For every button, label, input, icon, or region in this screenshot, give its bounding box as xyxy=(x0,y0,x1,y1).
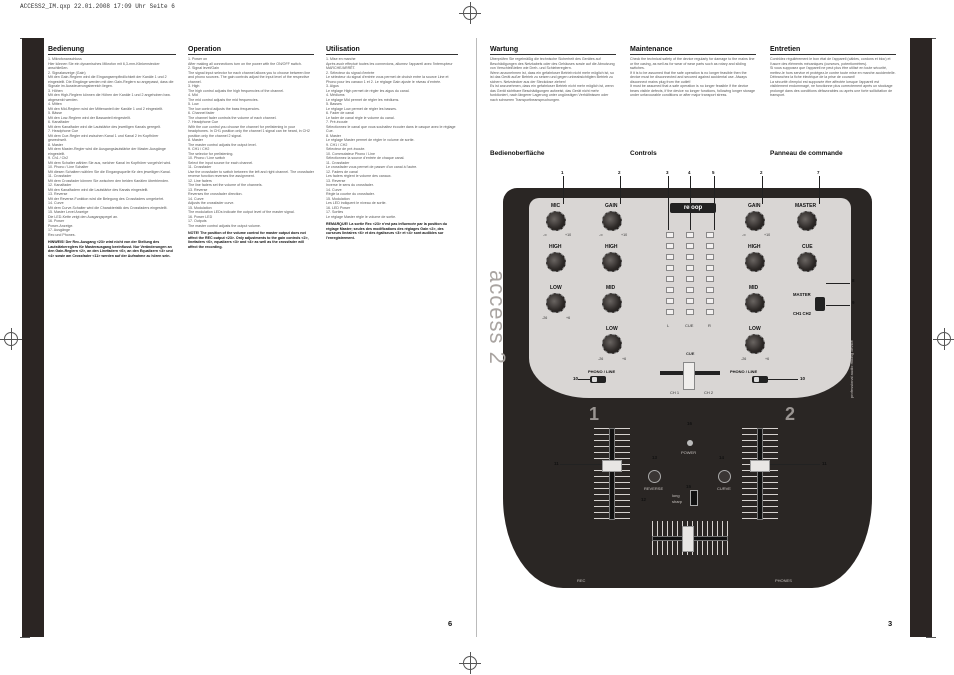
meter-segment xyxy=(686,243,694,249)
page-fold xyxy=(476,38,477,637)
scale-neg: -26 xyxy=(598,357,604,361)
phones-label: PHONES xyxy=(775,578,792,583)
scale-max: +10 xyxy=(621,233,628,237)
curve-switch[interactable] xyxy=(690,490,698,506)
high-knob-label: HIGH xyxy=(549,244,562,250)
meter-segment xyxy=(686,298,694,304)
cline xyxy=(620,176,621,204)
file-slug: ACCESS2_IM.qxp 22.01.2008 17:09 Uhr Seite 6 xyxy=(20,3,175,10)
phono-line-label-ch1: PHONO / LINE xyxy=(588,369,616,374)
callout-14: 14 xyxy=(719,455,725,460)
meter-segment xyxy=(686,265,694,271)
gain-knob-label: GAIN xyxy=(605,203,618,209)
device-description: professional audio mixing device xyxy=(849,340,854,398)
master-knob[interactable] xyxy=(797,211,817,231)
hline xyxy=(770,464,820,465)
cline xyxy=(668,176,669,230)
registration-mark xyxy=(463,656,477,670)
scale-min: -∞ xyxy=(543,233,547,237)
meter-segment xyxy=(706,254,714,260)
high-knob-ch1-left[interactable] xyxy=(546,252,566,272)
crop-mark xyxy=(20,637,30,638)
crop-mark xyxy=(926,637,936,638)
callout-10: 10 xyxy=(573,376,579,381)
gain-knob-ch1[interactable] xyxy=(602,211,622,231)
phono-line-switch-ch2[interactable] xyxy=(752,376,768,383)
column-title: Operation xyxy=(188,46,314,55)
column-title: Maintenance xyxy=(630,46,756,55)
level-meter-center xyxy=(684,232,696,320)
meter-segment xyxy=(666,232,674,238)
column-utilisation xyxy=(326,46,458,240)
master-knob-label: MASTER xyxy=(795,203,817,209)
level-meter-left xyxy=(664,232,676,320)
meter-segment xyxy=(706,287,714,293)
callout-12: 12 xyxy=(641,497,647,502)
high-knob-label-ch2: HIGH xyxy=(748,244,761,250)
meter-segment xyxy=(706,232,714,238)
line-fader-cap-ch1[interactable] xyxy=(602,460,622,472)
callout-9: 9 xyxy=(852,300,855,305)
scale-max: +10 xyxy=(565,233,572,237)
column-note: NOTE! The position of the volume control for master output does not affect the REC output <23>. Only adjustments to the gain controls <2>, linefaders <6>, equalizers <3> and <4> as well as the crossfader will affect the recording. xyxy=(188,231,310,249)
scale-max: +10 xyxy=(764,233,771,237)
curve-label: CURVE xyxy=(717,486,731,491)
column-operation xyxy=(188,46,314,249)
ch2-label: CH 2 xyxy=(704,390,714,395)
low-knob-label-ch2: LOW xyxy=(749,326,761,332)
ch-switch-label: CH1 CH2 xyxy=(793,311,811,316)
callout-10b: 10 xyxy=(800,376,806,381)
meter-segment xyxy=(706,309,714,315)
meter-segment xyxy=(666,309,674,315)
meter-segment xyxy=(686,276,694,282)
column-title: Bedienung xyxy=(48,46,176,55)
subheading-panneau: Panneau de commande xyxy=(770,150,843,157)
column-body: 1. Power on After making all connections turn on the power with the ON/OFF switch. 2. Signal level/Gain The signal input selector for each channel allows you to choose between line and phono sources. The gain controls adjust the input level of the respective channel. 3. High The high control adjusts the high frequencies of the channel. 4. Mid The mid control adjusts the mid frequencies. 5. Low The low control adjusts the bass frequencies. 6. Channel fader The channel fader controls the volume of each channel. 7. Headphone Cue With the cue control you choose the channel for prelistening in your headphones. In CH1 position only the channel 1 signal can be heard, in CH2 position only the channel 2 signal. 8. Master The master control adjusts the output level. 9. CH1 / CH2 The selector for prelistening. 10. Phono / Line switch Select the input source for each channel. 11. Crossfader Use the crossfader to switch between the left and right channel. The crossfader reverse function reverses the assignment. 12. Line faders The line faders set the volume of the channels. 13. Reverse Reverses the crossfader direction. 14. Curve Adjusts the crossfader curve. 15. Modulation The modulation LEDs indicate the output level of the master signal. 16. Power LED 17. Outputs The master control adjusts the output volume. xyxy=(188,57,314,228)
high-knob-label-2: HIGH xyxy=(605,244,618,250)
curve-button[interactable] xyxy=(718,470,731,483)
callout-7: 7 xyxy=(817,170,820,175)
callout-4: 4 xyxy=(688,170,691,175)
reverse-label: REVERSE xyxy=(644,486,664,491)
crossfader-cap[interactable] xyxy=(682,526,694,552)
scale-pos: +6 xyxy=(566,316,571,320)
channel-number-2: 2 xyxy=(785,404,796,424)
low-knob-ch1[interactable] xyxy=(602,334,622,354)
subheading-bedienoberflaeche: Bedienoberfläche xyxy=(490,150,545,157)
meter-segment xyxy=(686,232,694,238)
low-knob-ch1-left[interactable] xyxy=(546,293,566,313)
meter-label-cue: CUE xyxy=(685,323,694,328)
callout-11b: 11 xyxy=(822,461,827,466)
mid-knob-ch2[interactable] xyxy=(745,293,765,313)
callout-8: 8 xyxy=(852,278,855,283)
cline xyxy=(714,176,715,230)
meter-segment xyxy=(686,287,694,293)
mid-knob-label: MID xyxy=(606,285,616,291)
registration-mark xyxy=(4,332,18,346)
page-number-right: 3 xyxy=(888,619,893,628)
meter-segment xyxy=(706,276,714,282)
hline xyxy=(768,379,798,380)
scale-min: -∞ xyxy=(599,233,603,237)
registration-mark xyxy=(463,6,477,20)
power-label: POWER xyxy=(681,450,697,455)
scale-pos: +6 xyxy=(622,357,627,361)
hline xyxy=(560,464,602,465)
mic-knob[interactable] xyxy=(546,211,566,231)
meter-segment xyxy=(706,265,714,271)
meter-segment xyxy=(666,298,674,304)
column-title: Entretien xyxy=(770,46,896,55)
meter-segment xyxy=(666,265,674,271)
cue-knob-label: CUE xyxy=(802,244,813,250)
cue-fader-label: CUE xyxy=(686,351,695,356)
level-meter-right xyxy=(704,232,716,320)
brand-logo: reloop xyxy=(670,203,716,213)
high-knob-ch1[interactable] xyxy=(602,252,622,272)
high-knob-ch2[interactable] xyxy=(745,252,765,272)
phono-line-label-ch2: PHONO / LINE xyxy=(730,369,758,374)
line-fader-track-ch1 xyxy=(609,428,615,520)
mid-knob-label-ch2: MID xyxy=(749,285,759,291)
scale-min: -∞ xyxy=(742,233,746,237)
meter-segment xyxy=(686,254,694,260)
reverse-button[interactable] xyxy=(648,470,661,483)
cline xyxy=(563,176,564,204)
column-body: Überprüfen Sie regelmäßig die technische Sicherheit des Gerätes auf Beschädigungen des Netzkabels oder des Gehäuses sowie auf die Abnutzung von Verschleißteilen wie Dreh- und Schiebereglern. Wenn anzunehmen ist, dass ein gefahrloser Betrieb nicht mehr möglich ist, so ist das Gerät außer Betrieb zu setzen und gegen unbeabsichtigten Betrieb zu sichern. Netzstecker aus der Steckdose ziehen! Es ist anzunehmen, dass ein gefahrloser Betrieb nicht mehr möglich ist, wenn das Gerät sichtbare Beschädigungen aufweist, das Gerät nicht mehr funktioniert, nach längerer Lagerung unter ungünstigen Verhältnissen oder nach schweren Transportbeanspruchungen. xyxy=(490,57,615,102)
column-note: HINWEIS! Der Rec-Ausgang <23> wird nicht von der Stellung des Lautstärkereglers für Masterausgang beeinflusst. Nur Veränderungen an den Gain-Reglern <2>, an den Linefadern <6>, an den Equalizern <3> und <4> sowie am Crossfader <11> werden auf der Aufnahme zu hören sein. xyxy=(48,240,174,258)
column-body: Contrôlez régulièrement le bon état de l'appareil (câbles, cordons et bloc) et l'usure des éléments mécaniques (curseurs, potentiomètres). Si vous supposez que l'appareil ne peut plus être utilisé en toute sécurité, mettez-le hors service et protégez-le contre toute mise en marche accidentelle. Débranchez la fiche électrique de la prise de courant! La sécurité d'emploi est supposée être affectée lorsque l'appareil est visiblement endommagé, ne fonctionne plus correctement après un stockage prolongé dans des conditions défavorables ou après une forte sollicitation de transport. xyxy=(770,57,896,97)
meter-segment xyxy=(666,254,674,260)
hline xyxy=(826,305,850,306)
right-sidebar xyxy=(910,38,932,637)
cue-knob[interactable] xyxy=(797,252,817,272)
column-entretien xyxy=(770,46,896,98)
cue-fader-cap[interactable] xyxy=(683,362,695,390)
column-body: 1. Mise en marche Après avoir effectué toutes les connexions, allumez l'appareil avec l'interrupteur MARCHE/ARRÊT. 2. Sélecteur du signal d'entrée Le sélecteur du signal d'entrée vous permet de choisir entre la source Line et Phono pour les canaux 1 et 2. Le réglage Gain ajuste le niveau d'entrée. 3. Aigus Le réglage High permet de régler les aigus du canal. 4. Médiums Le réglage Mid permet de régler les médiums. 5. Basses Le réglage Low permet de régler les basses. 6. Fader de canal Le fader de canal règle le volume du canal. 7. Pré-écoute Sélectionnez le canal que vous souhaitez écouter dans le casque avec le réglage Cue. 8. Master Le réglage Master permet de régler le volume de sortie. 9. CH1 / CH2 Sélecteur de pré-écoute. 10. Commutateur Phono / Line Sélectionnez la source d'entrée de chaque canal. 11. Crossfader Le crossfader vous permet de passer d'un canal à l'autre. 12. Faders de canal Les faders règlent le volume des canaux. 13. Reverse Inverse le sens du crossfader. 14. Curve Règle la courbe du crossfader. 15. Modulation Les LED indiquent le niveau de sortie. 16. LED Power 17. Sorties Le réglage Master règle le volume de sortie. xyxy=(326,57,456,219)
ch1-label: CH 1 xyxy=(670,390,680,395)
rec-label: REC xyxy=(577,578,586,583)
meter-segment xyxy=(686,309,694,315)
low-knob-ch2[interactable] xyxy=(745,334,765,354)
column-wartung xyxy=(490,46,616,102)
callout-16: 16 xyxy=(687,421,693,426)
cline xyxy=(690,176,691,230)
low-knob-label-2: LOW xyxy=(606,326,618,332)
hline xyxy=(826,283,850,284)
curve-long-label: long xyxy=(672,493,680,498)
column-title: Utilisation xyxy=(326,46,458,55)
column-body: 1. Mikrofonanschluss Hier können Sie ein dynamisches Mikrofon mit 6,3-mm-Klinkenstecker anschließen. 2. Signalanzeige (Gain) Mit den Gain-Reglern wird die Eingangsempfindlichkeit der Kanäle 1 und 2 eingestellt. Die Eingänge werden mit den Gain-Reglern so angepasst, dass die Signale im Aussteuerungsbereich liegen. 3. Höhen Mit den High-Reglern können die Höhen der Kanäle 1 und 2 angehoben bzw. abgesenkt werden. 4. Mitten Mit den Mid-Reglern wird der Mittenanteil der Kanäle 1 und 2 eingestellt. 5. Bässe Mit den Low-Reglern wird der Bassanteil eingestellt. 6. Kanalfader Mit dem Kanalfader wird die Lautstärke des jeweiligen Kanals geregelt. 7. Headphone Cue Mit dem Cue-Regler wird zwischen Kanal 1 und Kanal 2 im Kopfhörer gewechselt. 8. Master Mit dem Master-Regler wird die Ausgangslautstärke der Master-Ausgänge eingestellt. 9. Ch1 / Ch2 Mit dem Schalter wählen Sie aus, welcher Kanal im Kopfhörer vorgehört wird. 10. Phono / Line Schalter Mit diesen Schaltern wählen Sie die Eingangsquelle für den jeweiligen Kanal. 11. Crossfader Mit dem Crossfader können Sie zwischen den beiden Kanälen überblenden. 12. Kanalfader Mit den Kanalfadern wird die Lautstärke des Kanals eingestellt. 13. Reverse Mit der Reverse-Funktion wird die Belegung des Crossfaders umgekehrt. 14. Curve Mit dem Curve-Schalter wird die Charakteristik des Crossfaders eingestellt. 15. Master Level Anzeige Die LED-Kette zeigt den Ausgangspegel an. 16. Power Power-Anzeige. 17. Ausgänge Rec und Phones. xyxy=(48,57,174,237)
line-fader-track-ch2 xyxy=(757,428,763,520)
ch-select-switch[interactable] xyxy=(815,297,825,311)
hline xyxy=(578,379,590,380)
mic-knob-label: MIC xyxy=(551,203,561,209)
low-knob-label: LOW xyxy=(550,285,562,291)
meter-segment xyxy=(666,287,674,293)
callout-3: 3 xyxy=(666,170,669,175)
callout-1: 1 xyxy=(561,170,564,175)
phono-line-switch-ch1[interactable] xyxy=(590,376,606,383)
meter-segment xyxy=(706,298,714,304)
meter-segment xyxy=(666,243,674,249)
column-maintenance xyxy=(630,46,756,98)
column-body: Check the technical safety of the device regularly for damage to the mains line or the casing, as well as for wear of wear parts such as rotary and sliding switches. If it is to be assumed that the safe operation is no longer feasible then the device must be disconnected and secured against accidental use. Always disconnect mains plug from the outlet! It must be assumed that a safe operation is no longer feasible if the device bears visible defects, if the device no longer functions, following longer storage under unfavourable conditions or after major transport stress. xyxy=(630,57,756,97)
column-title: Wartung xyxy=(490,46,616,55)
channel-number-1: 1 xyxy=(589,404,600,424)
column-bedienung xyxy=(48,46,176,258)
callout-13: 13 xyxy=(652,455,658,460)
line-fader-cap-ch2[interactable] xyxy=(750,460,770,472)
left-sidebar xyxy=(22,38,44,637)
registration-mark xyxy=(937,332,951,346)
callout-2: 2 xyxy=(618,170,621,175)
column-note: REMARQUE! La sortie Rec <23> n'est pas influencée par la position du réglage Master; seules des modifications des réglages Gain <2>, des curseurs linéaires <6> et des égaliseurs <3> et <4> sont audibles sur l'enregistrement. xyxy=(326,222,449,240)
curve-sharp-label: sharp xyxy=(672,499,683,504)
master-switch-label: MASTER xyxy=(793,292,811,297)
cline xyxy=(762,176,763,204)
scale-pos: +6 xyxy=(765,357,770,361)
meter-segment xyxy=(666,276,674,282)
power-led xyxy=(687,440,693,446)
subheading-controls: Controls xyxy=(630,150,657,157)
gain-knob-ch2[interactable] xyxy=(745,211,765,231)
callout-2b: 2 xyxy=(760,170,763,175)
meter-label-r: R xyxy=(708,323,711,328)
scale-neg: -26 xyxy=(542,316,548,320)
scale-neg: -26 xyxy=(741,357,747,361)
callout-11: 11 xyxy=(554,461,559,466)
mid-knob-ch1[interactable] xyxy=(602,293,622,313)
model-watermark: access 2 xyxy=(485,270,510,365)
meter-label-l: L xyxy=(667,323,670,328)
gain-knob-label-ch2: GAIN xyxy=(748,203,761,209)
meter-segment xyxy=(706,243,714,249)
page-number-left: 6 xyxy=(448,619,453,628)
callout-15: 15 xyxy=(686,484,692,489)
callout-5: 5 xyxy=(712,170,715,175)
cline xyxy=(819,176,820,204)
